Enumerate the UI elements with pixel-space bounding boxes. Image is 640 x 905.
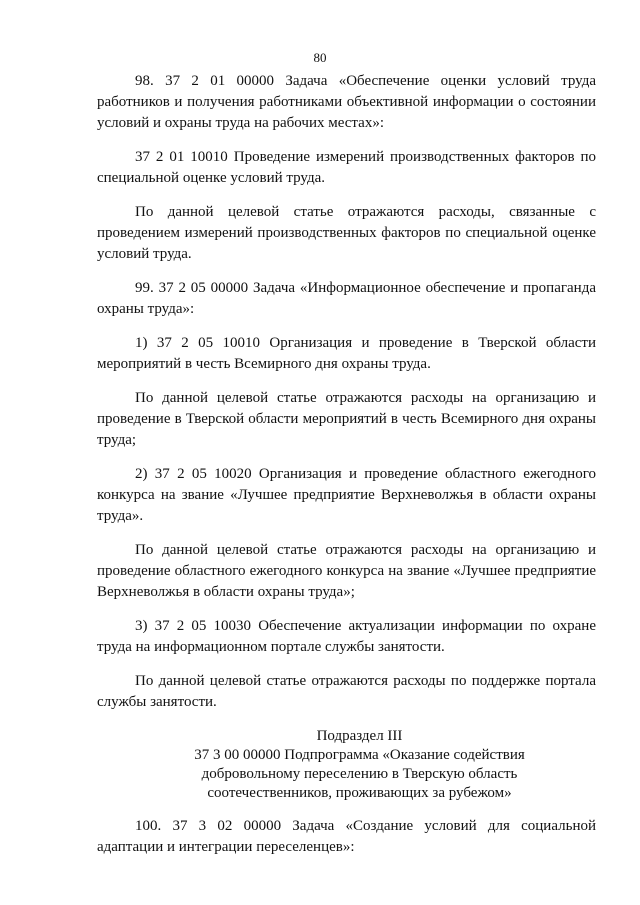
paragraph-item-1: 1) 37 2 05 10010 Организация и проведение в Тверской области мероприятий в честь Всемирного дня охраны труда. [97,335,596,372]
subsection-line-1: 37 3 00 00000 Подпрограмма «Оказание содействия [194,747,525,763]
page-number: 80 [313,50,327,65]
paragraph-task-98: 98. 37 2 01 00000 Задача «Обеспечение оценки условий труда работников и получения работниками объективной информации о состоянии условий и охраны труда на рабочих местах»: [97,73,596,131]
paragraph-expenses-portal: По данной целевой статье отражаются расходы по поддержке портала службы занятости. [97,673,596,710]
paragraph-item-3: 3) 37 2 05 10030 Обеспечение актуализации информации по охране труда на информационном портале службы занятости. [97,618,596,655]
paragraph-item-2: 2) 37 2 05 10020 Организация и проведение областного ежегодного конкурса на звание «Лучшее предприятие Верхневолжья в области охраны труда». [97,466,596,524]
subsection-line-2: добровольному переселению в Тверскую область [201,766,518,782]
subsection-title: Подраздел III [316,728,403,744]
paragraph-expenses-measurements: По данной целевой статье отражаются расходы, связанные с проведением измерений производственных факторов по специальной оценке условий труда. [97,204,596,262]
paragraph-task-99: 99. 37 2 05 00000 Задача «Информационное обеспечение и пропаганда охраны труда»: [97,280,596,317]
document-body [97,71,596,858]
paragraph-item-37-2-01-10010: 37 2 01 10010 Проведение измерений производственных факторов по специальной оценке условий труда. [97,149,596,186]
subsection-heading [123,727,596,803]
paragraph-expenses-contest: По данной целевой статье отражаются расходы на организацию и проведение областного ежегодного конкурса на звание «Лучшее предприятие Верхневолжья в области охраны труда»; [97,542,596,600]
paragraph-task-100: 100. 37 3 02 00000 Задача «Создание условий для социальной адаптации и интеграции переселенцев»: [97,818,596,855]
subsection-line-3: соотечественников, проживающих за рубежом» [207,785,512,801]
paragraph-expenses-world-day: По данной целевой статье отражаются расходы на организацию и проведение в Тверской области мероприятий в честь Всемирного дня охраны труда; [97,390,596,448]
